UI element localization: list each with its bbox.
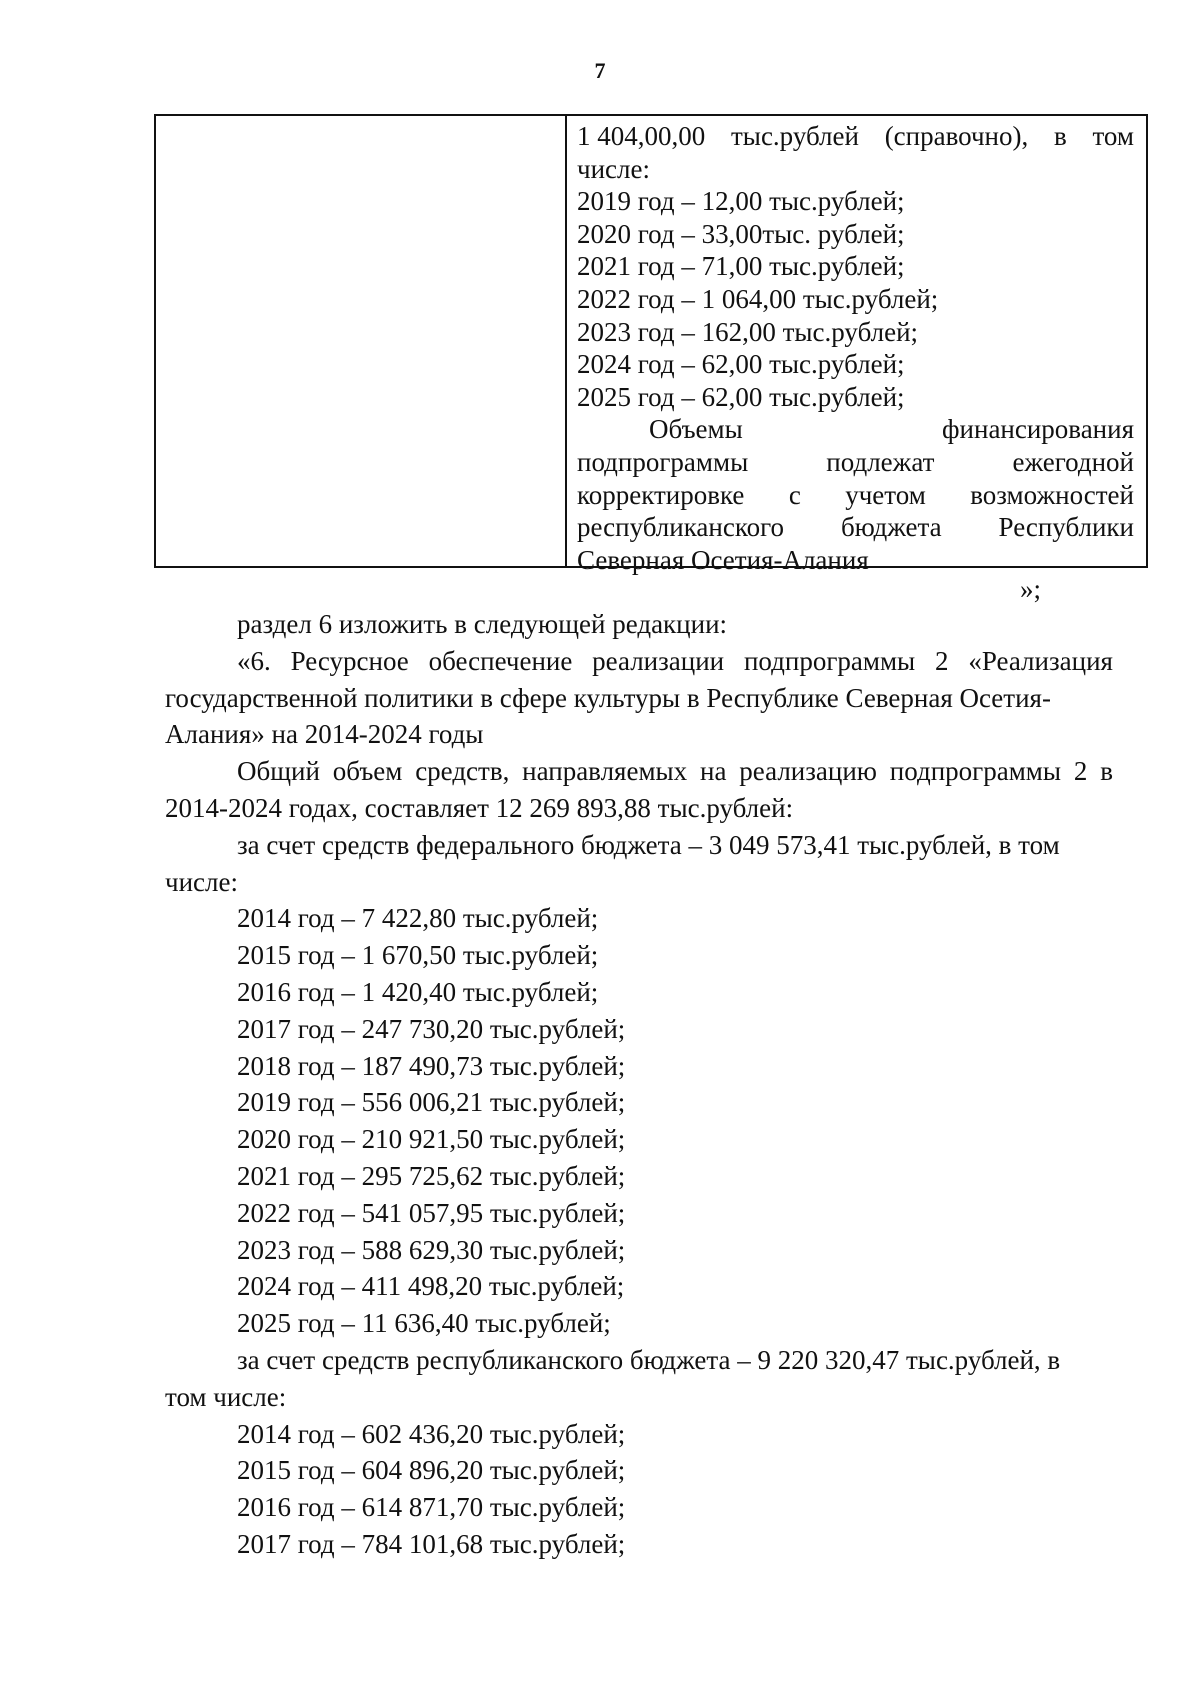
- table-year-line: 2023 год – 162,00 тыс.рублей;: [577, 316, 919, 347]
- word: подпрограммы: [743, 645, 916, 676]
- word: реализации: [592, 645, 725, 676]
- word: с: [788, 479, 801, 510]
- table-note-line: Северная Осетия-Алания: [577, 544, 869, 575]
- word: подпрограммы: [889, 756, 1062, 787]
- table-year-line: 2021 год – 71,00 тыс.рублей;: [577, 251, 905, 282]
- funding-table: [154, 114, 1148, 575]
- total-amount-line: 2014-2024 годах, составляет 12 269 893,88 тыс.рублей:: [165, 792, 794, 823]
- federal-year-list: [165, 900, 1113, 1342]
- table-note-line: [577, 511, 1134, 544]
- word: том: [1092, 121, 1134, 151]
- word: финансирования: [942, 414, 1134, 445]
- table-year-line: 2020 год – 33,00тыс. рублей;: [577, 218, 905, 249]
- word: 1 404,00,00: [577, 121, 706, 151]
- word: республиканского: [577, 512, 784, 543]
- word: 2: [1073, 756, 1088, 787]
- word: «6.: [237, 645, 271, 676]
- list-item: 2025 год – 11 636,40 тыс.рублей;: [237, 1308, 611, 1339]
- word: направляемых: [522, 756, 688, 787]
- word: в: [1100, 756, 1113, 787]
- word: Объемы: [649, 414, 743, 445]
- table-note-line: [577, 479, 1134, 512]
- republic-budget-line: за счет средств республиканского бюджета – 9 220 320,47 тыс.рублей, в: [237, 1344, 1061, 1375]
- word: возможностей: [970, 479, 1134, 510]
- list-item: 2022 год – 541 057,95 тыс.рублей;: [237, 1197, 626, 1228]
- table-note-line: [577, 413, 1134, 446]
- table-year-line: 2024 год – 62,00 тыс.рублей;: [577, 349, 905, 380]
- republic-year-list: [165, 1416, 1113, 1563]
- word: тыс.рублей: [731, 121, 859, 151]
- table-right-cell: [567, 116, 1146, 575]
- list-item: 2024 год – 411 498,20 тыс.рублей;: [237, 1271, 625, 1302]
- list-item: 2014 год – 602 436,20 тыс.рублей;: [237, 1418, 626, 1449]
- list-item: 2016 год – 1 420,40 тыс.рублей;: [237, 976, 599, 1007]
- list-item: 2014 год – 7 422,80 тыс.рублей;: [237, 903, 599, 934]
- word: 2: [935, 645, 949, 676]
- word: Республики: [998, 512, 1134, 543]
- table-text-line: числе:: [577, 153, 650, 184]
- word: бюджета: [840, 512, 942, 543]
- table-year-line: 2022 год – 1 064,00 тыс.рублей;: [577, 283, 939, 314]
- federal-budget-line: числе:: [165, 866, 238, 897]
- list-item: 2021 год – 295 725,62 тыс.рублей;: [237, 1160, 626, 1191]
- closing-quote: »;: [1020, 574, 1042, 604]
- word: реализацию: [739, 756, 877, 787]
- section-title-line: государственной политики в сфере культуры в Республике Северная Осетия-: [165, 682, 1051, 713]
- list-item: 2017 год – 784 101,68 тыс.рублей;: [237, 1528, 626, 1559]
- list-item: 2017 год – 247 730,20 тыс.рублей;: [237, 1013, 626, 1044]
- word: объем: [332, 756, 403, 787]
- list-item: 2015 год – 604 896,20 тыс.рублей;: [237, 1455, 626, 1486]
- section-title-line: Алания» на 2014-2024 годы: [165, 719, 484, 750]
- word: на: [700, 756, 727, 787]
- word: в: [1053, 121, 1067, 151]
- word: Ресурсное: [290, 645, 409, 676]
- table-total-line: [577, 120, 1134, 153]
- word: подлежат: [826, 446, 935, 477]
- table-year-line: 2025 год – 62,00 тыс.рублей;: [577, 381, 905, 412]
- table-note-line: [577, 446, 1134, 479]
- list-item: 2018 год – 187 490,73 тыс.рублей;: [237, 1050, 626, 1081]
- word: обеспечение: [428, 645, 573, 676]
- page-number: 7: [594, 58, 606, 83]
- list-item: 2016 год – 614 871,70 тыс.рублей;: [237, 1492, 626, 1523]
- word: корректировке: [577, 479, 745, 510]
- table-year-line: 2019 год – 12,00 тыс.рублей;: [577, 186, 905, 217]
- list-item: 2020 год – 210 921,50 тыс.рублей;: [237, 1124, 626, 1155]
- section-title-line: [165, 643, 1113, 680]
- total-amount-line: [165, 753, 1113, 790]
- table-left-cell: [156, 116, 567, 566]
- federal-budget-line: за счет средств федерального бюджета – 3 049 573,41 тыс.рублей, в том: [237, 829, 1060, 860]
- word: ежегодной: [1012, 446, 1134, 477]
- list-item: 2019 год – 556 006,21 тыс.рублей;: [237, 1087, 626, 1118]
- word: подпрограммы: [577, 446, 749, 477]
- word: Общий: [237, 756, 320, 787]
- word: средств,: [415, 756, 510, 787]
- document-body: [165, 606, 1113, 1563]
- list-item: 2023 год – 588 629,30 тыс.рублей;: [237, 1234, 626, 1265]
- word: (справочно),: [884, 121, 1029, 151]
- list-item: 2015 год – 1 670,50 тыс.рублей;: [237, 940, 599, 971]
- word: «Реализация: [968, 645, 1113, 676]
- republic-budget-line: том числе:: [165, 1381, 287, 1412]
- intro-paragraph: раздел 6 изложить в следующей редакции:: [237, 609, 728, 639]
- word: учетом: [845, 479, 926, 510]
